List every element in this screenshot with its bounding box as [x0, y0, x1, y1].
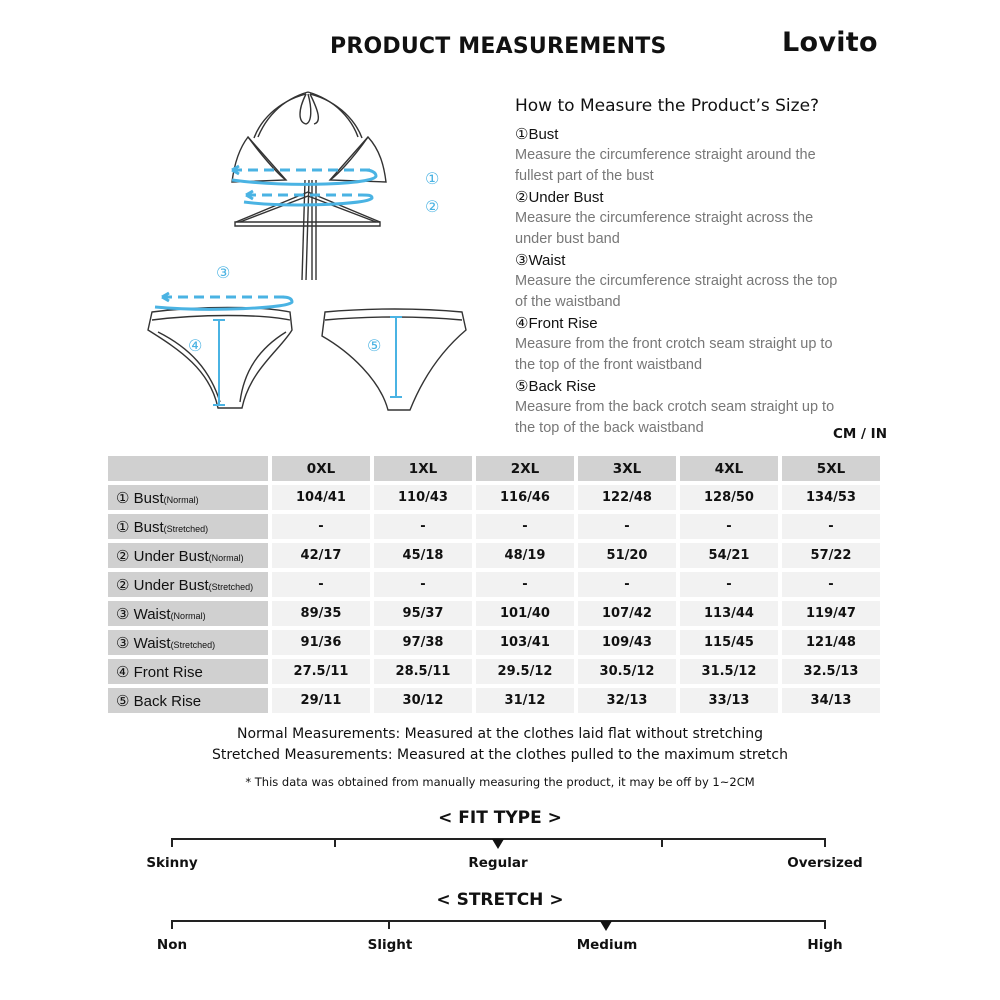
table-cell: 30.5/12 — [578, 659, 676, 684]
table-cell: - — [782, 514, 880, 539]
row-label: ③ Waist(Stretched) — [108, 630, 268, 655]
fit-type-indicator-icon — [492, 839, 504, 849]
table-cell: 48/19 — [476, 543, 574, 568]
stretch-title: < STRETCH > — [436, 890, 564, 910]
column-header: 1XL — [374, 456, 472, 481]
fit-label-oversized: Oversized — [787, 855, 863, 871]
table-cell: 33/13 — [680, 688, 778, 713]
table-cell: 97/38 — [374, 630, 472, 655]
stretch-indicator-icon — [600, 921, 612, 931]
table-cell: 42/17 — [272, 543, 370, 568]
table-row — [108, 485, 880, 510]
swimsuit-measurement-diagram — [140, 80, 470, 420]
stretch-label-slight: Slight — [367, 937, 413, 953]
scale-tick — [171, 920, 173, 929]
table-row — [108, 543, 880, 568]
table-cell: 89/35 — [272, 601, 370, 626]
column-header: 0XL — [272, 456, 370, 481]
guide-item-bust: ①Bust Measure the circumference straight around the fullest part of the bust — [515, 126, 816, 184]
stretch-label-non: Non — [156, 937, 188, 953]
scale-tick — [824, 920, 826, 929]
brand-logo: Lovito — [782, 27, 878, 58]
table-cell: - — [374, 514, 472, 539]
row-label: ① Bust(Normal) — [108, 485, 268, 510]
table-cell: 31/12 — [476, 688, 574, 713]
guide-item-front-rise: ④Front Rise Measure from the front crotch seam straight up to the top of the front waistband — [515, 315, 833, 373]
table-cell: 103/41 — [476, 630, 574, 655]
table-corner-cell — [108, 456, 268, 481]
normal-measurement-note: Normal Measurements: Measured at the clothes laid flat without stretching — [237, 726, 763, 742]
scale-tick — [171, 838, 173, 847]
table-cell: 30/12 — [374, 688, 472, 713]
table-cell: 31.5/12 — [680, 659, 778, 684]
marker-5: ⑤ — [367, 336, 382, 355]
table-cell: 54/21 — [680, 543, 778, 568]
column-header: 3XL — [578, 456, 676, 481]
table-row — [108, 572, 880, 597]
table-cell: 104/41 — [272, 485, 370, 510]
table-cell: 116/46 — [476, 485, 574, 510]
stretched-measurement-note: Stretched Measurements: Measured at the clothes pulled to the maximum stretch — [212, 747, 788, 763]
table-cell: 45/18 — [374, 543, 472, 568]
table-row — [108, 630, 880, 655]
measuring-guide — [515, 96, 895, 439]
scale-tick — [661, 838, 663, 847]
table-cell: - — [272, 514, 370, 539]
table-cell: - — [578, 514, 676, 539]
fit-type-title: < FIT TYPE > — [438, 808, 562, 828]
bikini-bottom-back-icon — [322, 309, 466, 410]
table-row — [108, 659, 880, 684]
guide-item-waist: ③Waist Measure the circumference straight across the top of the waistband — [515, 252, 838, 310]
table-cell: - — [782, 572, 880, 597]
stretch-label-high: High — [807, 937, 843, 953]
scale-tick — [824, 838, 826, 847]
table-cell: 134/53 — [782, 485, 880, 510]
row-label: ① Bust(Stretched) — [108, 514, 268, 539]
scale-tick — [388, 920, 390, 929]
column-header: 2XL — [476, 456, 574, 481]
row-label: ⑤ Back Rise — [108, 688, 268, 713]
scale-tick — [334, 838, 336, 847]
size-table — [104, 452, 884, 717]
table-cell: - — [578, 572, 676, 597]
unit-label: CM / IN — [833, 426, 887, 442]
table-row — [108, 601, 880, 626]
marker-2: ② — [425, 197, 440, 216]
table-cell: 119/47 — [782, 601, 880, 626]
page-title: PRODUCT MEASUREMENTS — [330, 34, 667, 59]
table-cell: 51/20 — [578, 543, 676, 568]
stretch-axis — [171, 920, 826, 922]
table-cell: 29.5/12 — [476, 659, 574, 684]
guide-item-under-bust: ②Under Bust Measure the circumference straight across the under bust band — [515, 189, 814, 247]
table-cell: 113/44 — [680, 601, 778, 626]
row-label: ② Under Bust(Stretched) — [108, 572, 268, 597]
fit-label-regular: Regular — [468, 855, 528, 871]
table-cell: 109/43 — [578, 630, 676, 655]
guide-item-back-rise: ⑤Back Rise Measure from the back crotch seam straight up to the top of the back waistband — [515, 378, 835, 436]
marker-3: ③ — [216, 263, 231, 282]
table-cell: 101/40 — [476, 601, 574, 626]
table-cell: 29/11 — [272, 688, 370, 713]
table-cell: 107/42 — [578, 601, 676, 626]
table-cell: - — [680, 572, 778, 597]
table-cell: 34/13 — [782, 688, 880, 713]
marker-4: ④ — [188, 336, 203, 355]
table-cell: 32/13 — [578, 688, 676, 713]
table-cell: 91/36 — [272, 630, 370, 655]
table-cell: 32.5/13 — [782, 659, 880, 684]
table-cell: 28.5/11 — [374, 659, 472, 684]
bikini-top-icon — [232, 92, 386, 280]
table-cell: 115/45 — [680, 630, 778, 655]
marker-1: ① — [425, 169, 440, 188]
table-cell: - — [476, 572, 574, 597]
table-row — [108, 514, 880, 539]
fit-label-skinny: Skinny — [146, 855, 198, 871]
table-cell: 110/43 — [374, 485, 472, 510]
table-cell: 57/22 — [782, 543, 880, 568]
column-header: 5XL — [782, 456, 880, 481]
measurement-notes — [0, 724, 1000, 789]
table-cell: - — [374, 572, 472, 597]
row-label: ④ Front Rise — [108, 659, 268, 684]
row-label: ③ Waist(Normal) — [108, 601, 268, 626]
table-row — [108, 688, 880, 713]
table-cell: 27.5/11 — [272, 659, 370, 684]
table-cell: - — [476, 514, 574, 539]
table-cell: 121/48 — [782, 630, 880, 655]
column-header: 4XL — [680, 456, 778, 481]
stretch-label-medium: Medium — [576, 937, 638, 953]
guide-heading: How to Measure the Product’s Size? — [515, 96, 820, 116]
table-header-row — [108, 456, 880, 481]
disclaimer: * This data was obtained from manually measuring the product, it may be off by 1~2CM — [245, 775, 755, 789]
table-cell: - — [680, 514, 778, 539]
table-cell: 128/50 — [680, 485, 778, 510]
table-cell: 122/48 — [578, 485, 676, 510]
table-cell: 95/37 — [374, 601, 472, 626]
row-label: ② Under Bust(Normal) — [108, 543, 268, 568]
table-cell: - — [272, 572, 370, 597]
